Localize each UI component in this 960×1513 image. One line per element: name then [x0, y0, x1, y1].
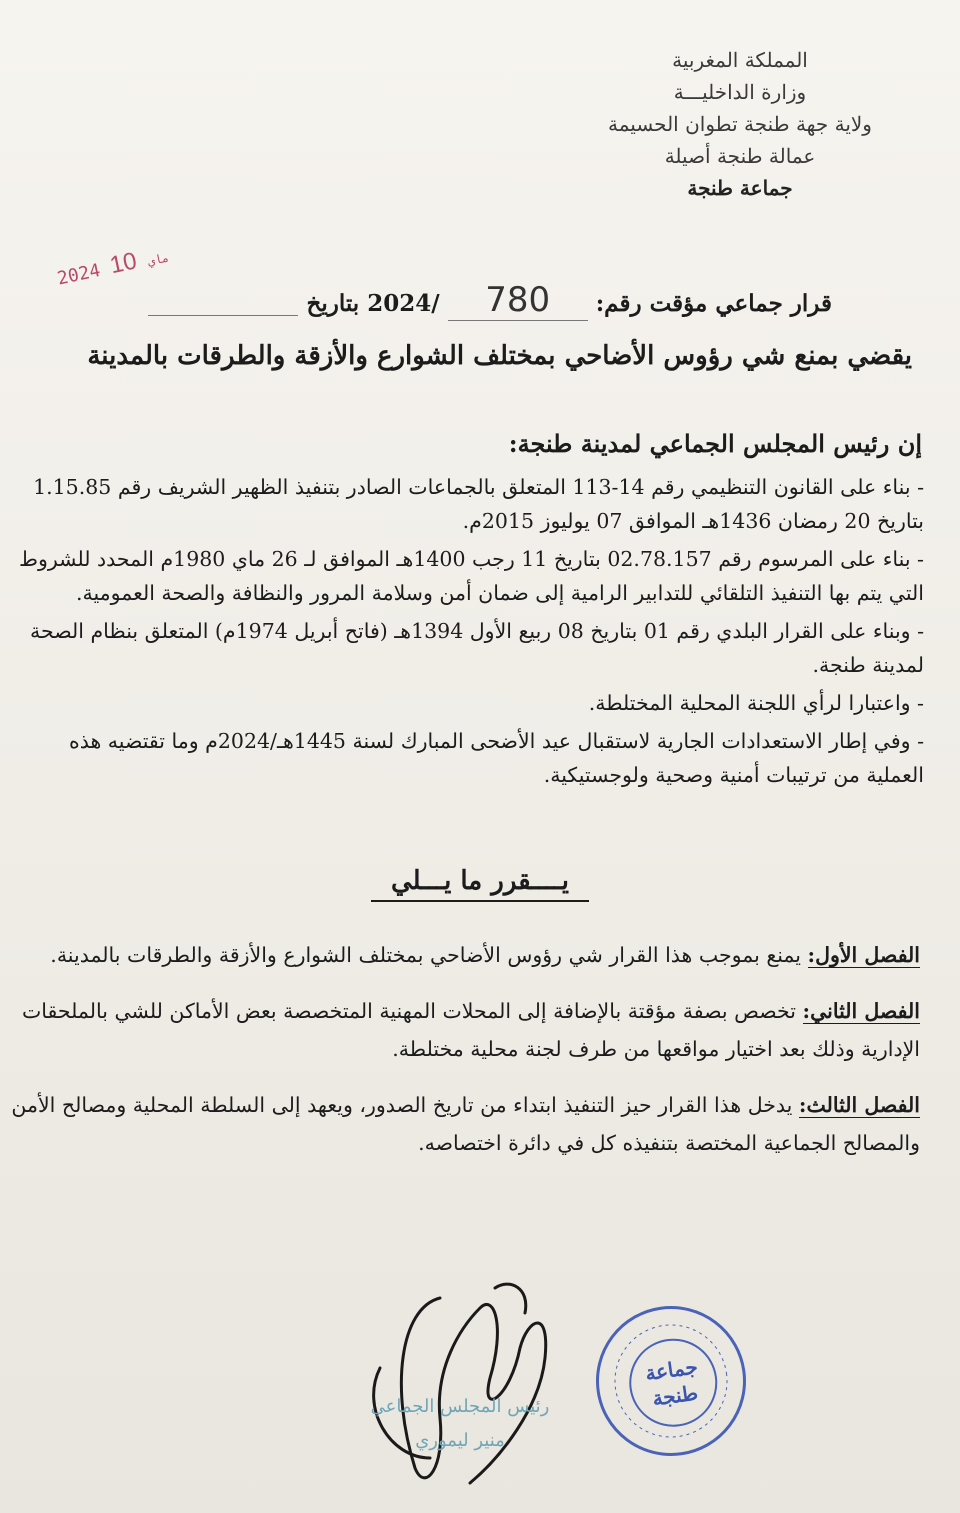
official-seal — [586, 1296, 755, 1465]
decision-number-line — [112, 280, 832, 320]
letterhead — [570, 44, 910, 204]
article-2 — [10, 992, 920, 1068]
decision-date-label: بتاريخ — [306, 290, 360, 317]
consideration-item: - بناء على القانون التنظيمي رقم 14-113 المتعلق بالجماعات الصادر بتنفيذ الظهير الشريف رقم 1.15.85 بتاريخ 20 رمضان 1436هـ الموافق 07 يوليوز 2015م. — [33, 475, 924, 533]
date-blank — [148, 295, 298, 316]
article-1 — [10, 936, 920, 974]
kingdom-line: المملكة المغربية — [672, 48, 808, 72]
ministry-line: وزارة الداخليـــة — [673, 80, 807, 104]
considerations-list — [12, 470, 924, 796]
consideration-item: - وبناء على القرار البلدي رقم 01 بتاريخ 08 ربيع الأول 1394هـ (فاتح أبريل 1974م) المتعلق بنظام الصحة لمدينة طنجة. — [30, 619, 924, 677]
article-text: يدخل هذا القرار حيز التنفيذ ابتداء من تاريخ الصدور، ويعهد إلى السلطة المحلية ومصالح الأمن والمصالح الجماعية المختصة بتنفيذه كل في دائرة اختصاصه. — [11, 1093, 920, 1155]
commune-line: جماعة طنجة — [687, 176, 793, 200]
signature-scribble — [320, 1268, 580, 1498]
consideration-item: - وفي إطار الاستعدادات الجارية لاستقبال عيد الأضحى المبارك لسنة 1445هـ/2024م وما تقتضيه هذه العملية من ترتيبات أمنية وصحية ولوجستيكية. — [68, 729, 924, 787]
decision-year: /2024 — [367, 290, 440, 317]
articles-list — [10, 936, 920, 1180]
decision-subject: يقضي بمنع شي رؤوس الأضاحي بمختلف الشوارع والأزقة والطرقات بالمدينة — [87, 341, 912, 371]
signature-caption — [330, 1390, 590, 1458]
decides-text: يــــقرر ما يـــلي — [371, 866, 589, 902]
stamp-year: 2024 — [55, 260, 103, 290]
consideration-item: - واعتبارا لرأي اللجنة المحلية المختلطة. — [588, 691, 924, 715]
article-text: تخصص بصفة مؤقتة بالإضافة إلى المحلات المهنية المتخصصة بعض الأماكن للشي بالملحقات الإدارية وذلك بعد اختيار مواقعها من طرف لجنة محلية مختلطة. — [21, 999, 920, 1061]
article-label: الفصل الثاني: — [802, 999, 920, 1023]
consideration-item: - بناء على المرسوم رقم 02.78.157 بتاريخ 11 رجب 1400هـ الموافق لـ 26 ماي 1980م المحدد للشروط التي يتم بها التنفيذ التلقائي للتدابير الرامية إلى ضمان أمن وسلامة المرور والنظافة والصحة العمومية. — [19, 547, 924, 605]
stamp-day: 10 — [107, 247, 140, 280]
signatory-title: رئيس المجلس الجماعي — [370, 1396, 550, 1417]
article-3 — [10, 1086, 920, 1162]
stamp-month: ماي — [146, 250, 171, 269]
decides-heading — [0, 866, 960, 896]
region-line: ولاية جهة طنجة تطوان الحسيمة — [608, 112, 872, 136]
prefecture-line: عمالة طنجة أصيلة — [664, 144, 816, 168]
seal-line-1: جماعة — [643, 1354, 700, 1386]
decision-number: 780 — [448, 280, 588, 321]
article-label: الفصل الثالث: — [798, 1093, 920, 1117]
signatory-name: منير ليموري — [415, 1430, 505, 1451]
article-label: الفصل الأول: — [807, 943, 920, 967]
article-text: يمنع بموجب هذا القرار شي رؤوس الأضاحي بمختلف الشوارع والأزقة والطرقات بالمدينة. — [50, 943, 808, 967]
seal-line-2: طنجة — [650, 1380, 700, 1411]
preamble-title: إن رئيس المجلس الجماعي لمدينة طنجة: — [508, 429, 922, 458]
decision-label: قرار جماعي مؤقت رقم: — [595, 290, 832, 317]
